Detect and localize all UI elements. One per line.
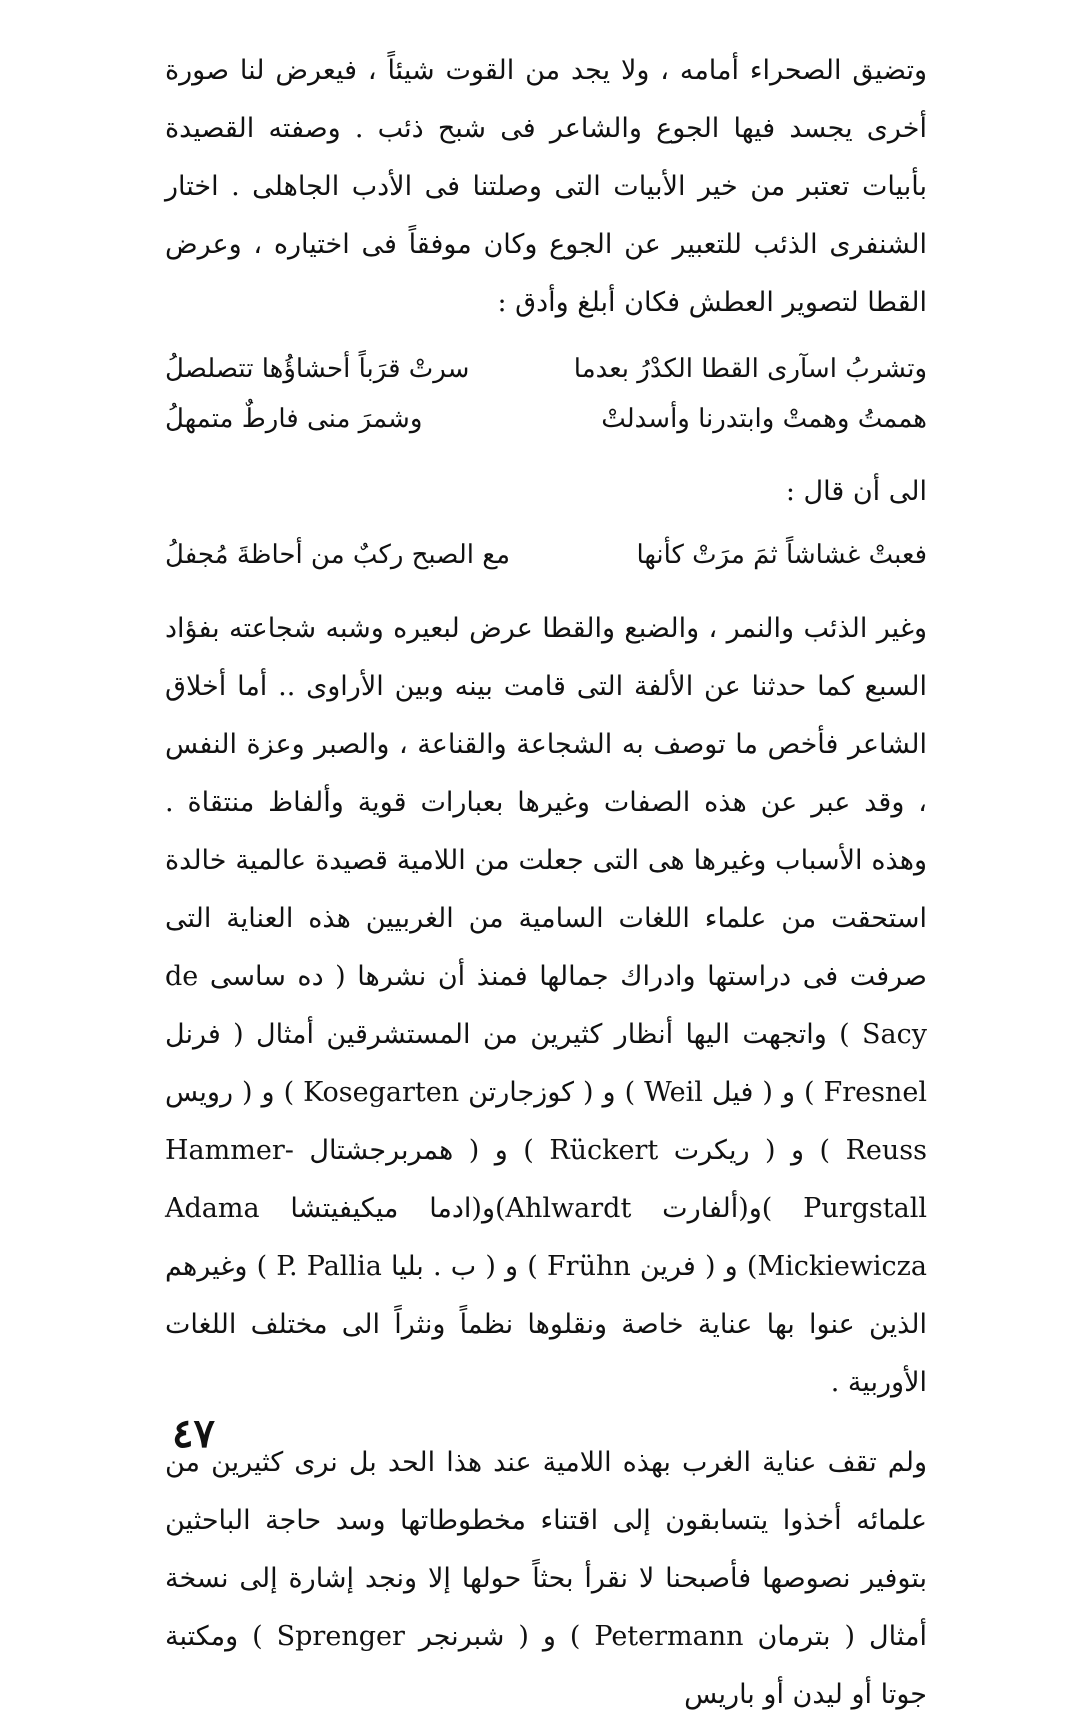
verse-block-1 — [165, 344, 927, 444]
paragraph-2: وغير الذئب والنمر ، والضبع والقطا عرض لبعيره وشبه شجاعته بفؤاد السبع كما حدثنا عن الألفة التى قامت بينه وبين الأراوى .. أما أخلاق الشاعر فأخص ما توصف به الشجاعة والقناعة ، والصبر وعزة النفس ، وقد عبر عن هذه الصفات وغيرها بعبارات قوية وألفاظ منتقاة . وهذه الأسباب وغيرها هى التى جعلت من اللامية قصيدة عالمية خالدة استحقت من علماء اللغات السامية من الغربيين هذه العناية التى صرفت فى دراستها وادراك جمالها فمنذ أن نشرها ( ده ساسى de Sacy ) واتجهت اليها أنظار كثيرين من المستشرقين أمثال ( فرنل Fresnel ) و ( فيل Weil ) و ( كوزجارتن Kosegarten ) و ( رويس Reuss ) و ( ريكرت Rückert ) و ( همربرجشتال Hammer-Purgstall )و(ألفارت Ahlwardt)و(ادما ميكيفيتشا Adama Mickiewicza) و ( فرين Frühn ) و ( ب . بليا P. Pallia ) وغيرهم الذين عنوا بها عناية خاصة ونقلوها نظماً ونثراً الى مختلف اللغات الأوربية . — [165, 613, 928, 1398]
verse-line — [165, 530, 927, 580]
verse-hemistich-left: مع الصبح ركبٌ من أحاظةَ مُجفلُ — [165, 540, 510, 570]
paragraph-3: ولم تقف عناية الغرب بهذه اللامية عند هذا الحد بل نرى كثيرين من علمائه أخذوا يتسابقون إلى اقتناء مخطوطاتها وسد حاجة الباحثين بتوفير نصوصها فأصبحنا لا نقرأ بحثاً حولها إلا ونجد إشارة إلى نسخة أمثال ( بترمان Petermann ) و ( شبرنجر Sprenger ) ومكتبة جوتا أو ليدن أو باريس — [165, 1447, 927, 1710]
paragraph-1: وتضيق الصحراء أمامه ، ولا يجد من القوت شيئاً ، فيعرض لنا صورة أخرى يجسد فيها الجوع والشاعر فى شبح ذئب . وصفته القصيدة بأبيات تعتبر من خير الأبيات التى وصلتنا فى الأدب الجاهلى . اختار الشنفرى الذئب للتعبير عن الجوع وكان موفقاً فى اختياره ، وعرض القطا لتصوير العطش فكان أبلغ وأدق : — [165, 55, 927, 318]
page-number: ٤٧ — [172, 1410, 215, 1457]
verse-line — [165, 344, 927, 394]
verse-line — [165, 394, 927, 444]
verse-hemistich-left: وشمرَ منى فارطٌ متمهلُ — [165, 404, 423, 434]
verse-hemistich-left: سرتْ قرَباً أحشاؤُها تتصلصلُ — [165, 354, 470, 384]
verse-hemistich-right: هممتُ وهمتْ وابتدرنا وأسدلتْ — [601, 404, 927, 434]
verse-intro: الى أن قال : — [785, 476, 927, 507]
verse-hemistich-right: وتشربُ اسآرى القطا الكدْرُ بعدما — [573, 354, 927, 384]
verse-hemistich-right: فعبتْ غشاشاً ثمَ مرَتْ كأنها — [636, 540, 927, 570]
verse-block-2 — [165, 530, 927, 580]
page-body — [165, 40, 927, 1724]
